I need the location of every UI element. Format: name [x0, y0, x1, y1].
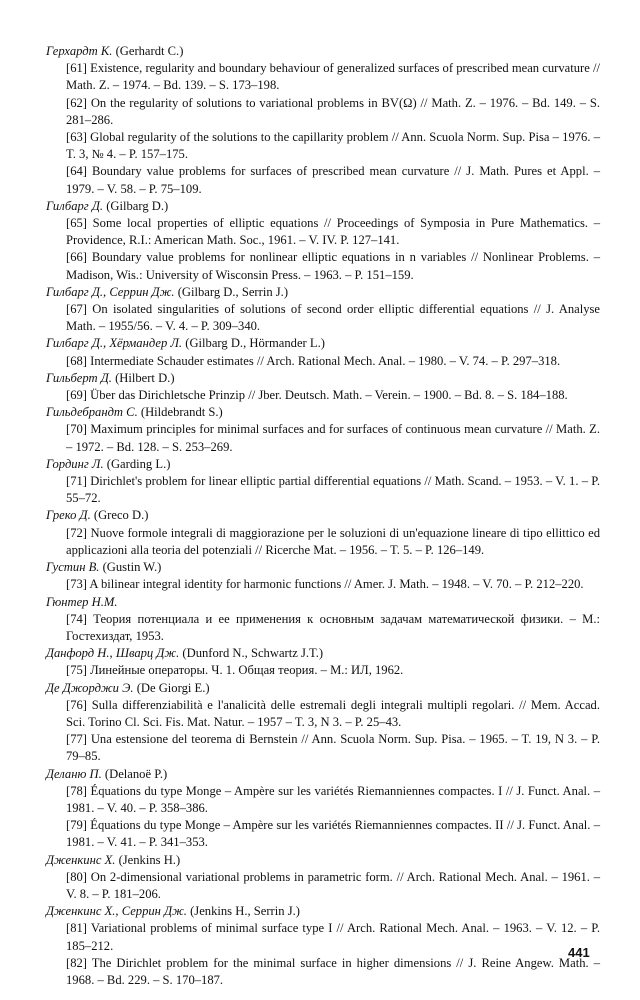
- reference-entry: [67] On isolated singularities of solutions of second order elliptic differential equations // J. Analyse Math. – 1955/56. – V. 4. – P. 309–340.: [66, 302, 600, 334]
- author-name-latin: (Garding L.): [106, 456, 171, 471]
- author-name-latin: (De Giorgi E.): [136, 680, 210, 695]
- reference-entry: [79] Équations du type Monge – Ampère sur les variétés Riemanniennes compactes. II // J. Funct. Anal. – 1981. – V. 41. – P. 341–353.: [66, 818, 600, 850]
- author-name-russian: Гилбарг Д., Хёрмандер Л.: [46, 336, 183, 351]
- author-heading: [40, 852, 600, 869]
- reference-entry: [66] Boundary value problems for nonlinear elliptic equations in n variables // Nonlinear Problems. – Madison, Wis.: University of Wisconsin Press. – 1963. – P. 151–159.: [66, 250, 600, 282]
- author-heading: [40, 903, 600, 920]
- author-name-latin: (Delanoë P.): [104, 766, 168, 781]
- author-name-russian: Гилбарг Д.: [46, 198, 104, 213]
- author-name-russian: Гюнтер Н.М.: [46, 594, 118, 609]
- author-name-russian: Греко Д.: [46, 508, 91, 523]
- author-name-russian: Гилбарг Д., Серрин Дж.: [46, 284, 175, 299]
- author-name-russian: Герхардт К.: [46, 44, 113, 58]
- reference-entry: [78] Équations du type Monge – Ampère sur les variétés Riemanniennes compactes. I // J. Funct. Anal. – 1981. – V. 40. – P. 358–386.: [66, 783, 600, 815]
- author-name-latin: (Gilbarg D., Serrin J.): [177, 284, 289, 299]
- author-name-latin: (Jenkins H., Serrin J.): [190, 904, 300, 919]
- author-heading: [40, 284, 600, 301]
- author-heading: [40, 456, 600, 473]
- author-name-russian: Гильберт Д.: [46, 370, 112, 385]
- author-name-latin: (Hildebrandt S.): [140, 405, 223, 420]
- reference-entry: [71] Dirichlet's problem for linear elliptic partial differential equations // Math. Scand. – 1953. – V. 1. – P. 55–72.: [66, 474, 600, 506]
- reference-entry: [73] A bilinear integral identity for harmonic functions // Amer. J. Math. – 1948. – V. 70. – P. 212–220.: [66, 577, 584, 592]
- author-name-latin: (Jenkins H.): [118, 852, 181, 867]
- author-name-russian: Густин В.: [46, 560, 100, 575]
- bibliography-page: [40, 43, 600, 989]
- author-heading: [40, 507, 600, 524]
- author-heading: [40, 594, 600, 611]
- author-name-latin: (Gilbarg D., Hörmander L.): [185, 336, 325, 351]
- author-heading: [40, 559, 600, 576]
- reference-entry: [62] On the regularity of solutions to variational problems in BV(Ω) // Math. Z. – 1976. – Bd. 149. – S. 281–286.: [66, 95, 600, 127]
- author-name-russian: Де Джорджи Э.: [46, 680, 134, 695]
- author-heading: [40, 370, 600, 387]
- author-name-russian: Дженкинс Х.: [46, 852, 116, 867]
- reference-entry: [65] Some local properties of elliptic equations // Proceedings of Symposia in Pure Mathematics. – Providence, R.I.: American Math. Soc., 1961. – V. IV. P. 127–141.: [66, 216, 600, 248]
- author-name-latin: (Gustin W.): [102, 560, 162, 575]
- author-name-latin: (Gilbarg D.): [106, 198, 169, 213]
- reference-entry: [74] Теория потенциала и ее применения к основным задачам математической физики. – М.: Гостехиздат, 1953.: [66, 611, 600, 643]
- author-heading: [40, 43, 600, 60]
- page-number: 441: [568, 945, 590, 960]
- reference-entry: [80] On 2-dimensional variational problems in parametric form. // Arch. Rational Mech. Anal. – 1961. – V. 8. – P. 181–206.: [66, 869, 600, 901]
- author-heading: [40, 198, 600, 215]
- author-heading: [40, 645, 600, 662]
- reference-entry: [63] Global regularity of the solutions to the capillarity problem // Ann. Scuola Norm. Sup. Pisa – 1976. – T. 3, № 4. – P. 157–175.: [66, 130, 600, 162]
- author-heading: [40, 680, 600, 697]
- author-name-russian: Гильдебрандт С.: [46, 405, 138, 420]
- author-heading: [40, 404, 600, 421]
- reference-entry: [69] Über das Dirichletsche Prinzip // Jber. Deutsch. Math. – Verein. – 1900. – Bd. 8. – S. 184–188.: [66, 388, 568, 403]
- author-name-russian: Данфорд Н., Шварц Дж.: [46, 646, 180, 661]
- reference-entry: [72] Nuove formole integrali di maggiorazione per le soluzioni di un'equazione lineare di tipo ellittico ed applicazioni alla teoria del potenziali // Ricerche Mat. – 1956. – T. 5. – P. 126–149.: [66, 525, 600, 557]
- author-name-latin: (Hilbert D.): [115, 370, 175, 385]
- author-name-latin: (Dunford N., Schwartz J.T.): [182, 646, 324, 661]
- reference-entry: [77] Una estensione del teorema di Bernstein // Ann. Scuola Norm. Sup. Pisa. – 1965. – T. 19, N 3. – P. 79–85.: [66, 732, 600, 764]
- author-name-russian: Дженкинс Х., Серрин Дж.: [46, 904, 187, 919]
- reference-entry: [82] The Dirichlet problem for the minimal surface in higher dimensions // J. Reine Angew. Math. – 1968. – Bd. 229. – S. 170–187.: [66, 955, 600, 987]
- reference-entry: [68] Intermediate Schauder estimates // Arch. Rational Mech. Anal. – 1980. – V. 74. – P. 297–318.: [66, 353, 561, 368]
- author-name-russian: Гординг Л.: [46, 456, 104, 471]
- reference-entry: [76] Sulla differenziabilità e l'analicità delle estremali degli integrali multipli regolari. // Mem. Accad. Sci. Torino Cl. Sci. Fis. Mat. Natur. – 1957 – T. 3, N 3. – P. 25–43.: [66, 697, 600, 729]
- reference-entry: [70] Maximum principles for minimal surfaces and for surfaces of continuous mean curvature // Math. Z. – 1972. – Bd. 128. – S. 253–269.: [66, 422, 600, 454]
- reference-entry: [64] Boundary value problems for surfaces of prescribed mean curvature // J. Math. Pures et Appl. – 1979. – V. 58. – P. 75–109.: [66, 164, 600, 196]
- author-heading: [40, 766, 600, 783]
- author-name-latin: (Greco D.): [93, 508, 149, 523]
- reference-entry: [81] Variational problems of minimal surface type I // Arch. Rational Mech. Anal. – 1963. – V. 12. – P. 185–212.: [66, 921, 600, 953]
- author-name-latin: (Gerhardt C.): [115, 44, 184, 58]
- reference-entry: [61] Existence, regularity and boundary behaviour of generalized surfaces of prescribed mean curvature // Math. Z. – 1974. – Bd. 139. – S. 173–198.: [66, 61, 600, 93]
- reference-entry: [75] Линейные операторы. Ч. 1. Общая теория. – М.: ИЛ, 1962.: [66, 663, 404, 678]
- author-heading: [40, 335, 600, 352]
- author-name-russian: Деланю П.: [46, 766, 102, 781]
